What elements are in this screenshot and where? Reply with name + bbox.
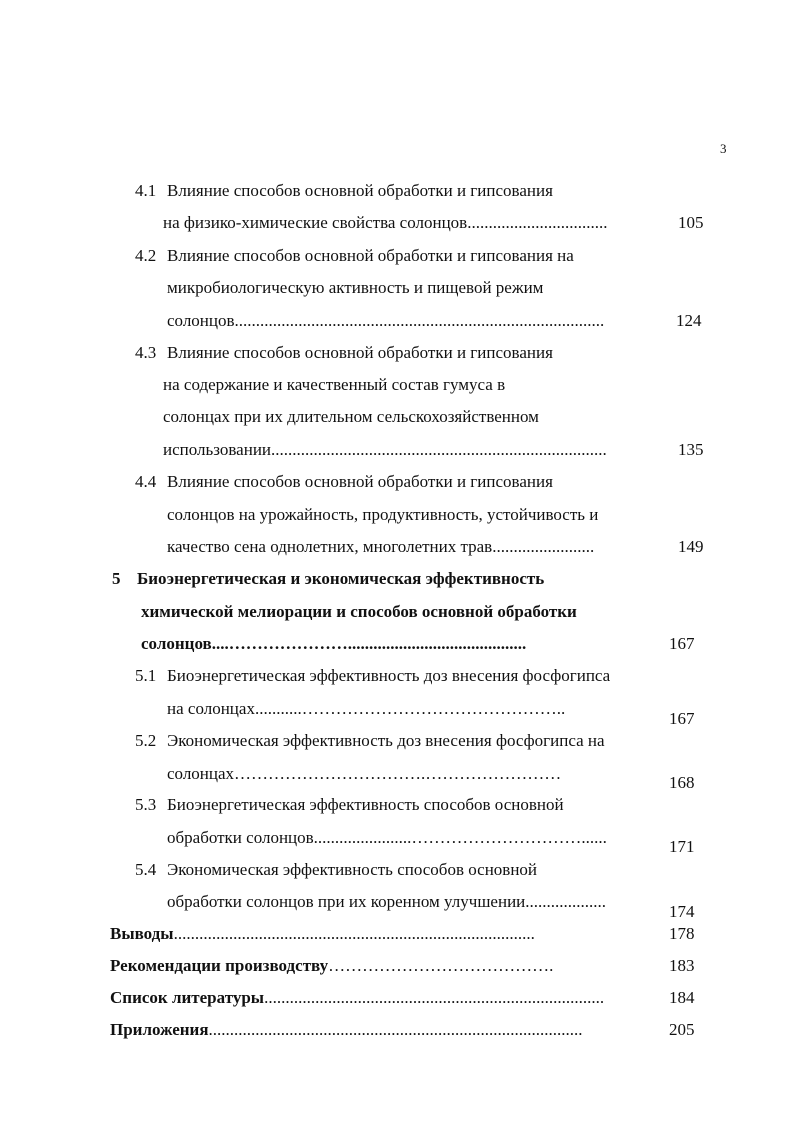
entry-title: Список литературы bbox=[110, 988, 265, 1007]
entry-title-line: Биоэнергетическая эффективность доз внесения фосфогипса bbox=[167, 666, 611, 685]
entry-title-line: микробиологическую активность и пищевой режим bbox=[167, 278, 544, 297]
entry-title-line: Экономическая эффективность способов основной bbox=[167, 860, 538, 879]
entry-title-line: на содержание и качественный состав гумуса в bbox=[163, 375, 506, 394]
section-number: 4.4 bbox=[135, 472, 157, 491]
dot-leader: …………………………………. bbox=[328, 956, 554, 975]
entry-title-line: Влияние способов основной обработки и гипсования bbox=[167, 343, 553, 362]
entry-title-line: химической мелиорации и способов основной обработки bbox=[141, 602, 577, 621]
entry-title-line: солонцах…………………………….…………………… bbox=[167, 764, 562, 783]
entry-title: Выводы bbox=[110, 924, 174, 943]
page-ref: 135 bbox=[678, 440, 704, 459]
toc-entry-appendices bbox=[110, 1019, 583, 1041]
toc-entry-conclusions bbox=[110, 923, 535, 945]
page-ref: 178 bbox=[669, 924, 695, 943]
section-number: 5.1 bbox=[135, 666, 157, 685]
page-number: 3 bbox=[720, 141, 727, 156]
section-number: 5 bbox=[112, 569, 121, 588]
entry-title-line: Влияние способов основной обработки и гипсования bbox=[167, 181, 553, 200]
entry-title: Приложения bbox=[110, 1020, 209, 1039]
entry-title-line: Биоэнергетическая и экономическая эффективность bbox=[137, 569, 545, 588]
page-ref: 167 bbox=[669, 634, 695, 653]
page-ref: 171 bbox=[669, 837, 695, 856]
entry-title-line: солонцов....………………….......................................... bbox=[141, 634, 527, 653]
entry-title-line: Влияние способов основной обработки и гипсования на bbox=[167, 246, 574, 265]
entry-title-line: солонцов....................................................................................... bbox=[167, 311, 605, 330]
entry-title-line: Биоэнергетическая эффективность способов основной bbox=[167, 795, 564, 814]
section-number: 4.1 bbox=[135, 181, 157, 200]
page-ref: 174 bbox=[669, 902, 695, 921]
section-number: 5.3 bbox=[135, 795, 157, 814]
page-ref: 205 bbox=[669, 1020, 695, 1039]
page-ref: 105 bbox=[678, 213, 704, 232]
entry-title-line: Экономическая эффективность доз внесения фосфогипса на bbox=[167, 731, 605, 750]
dot-leader: ........................................................................................ bbox=[208, 1020, 583, 1039]
section-number: 4.2 bbox=[135, 246, 157, 265]
entry-title-line: использовании............................................................................... bbox=[163, 440, 607, 459]
section-number: 4.3 bbox=[135, 343, 157, 362]
entry-title-line: обработки солонцов.......................…………………………...... bbox=[167, 828, 607, 847]
toc-entry-recommendations bbox=[110, 955, 553, 977]
page-ref: 168 bbox=[669, 773, 695, 792]
section-number: 5.4 bbox=[135, 860, 157, 879]
page-ref: 183 bbox=[669, 956, 695, 975]
dot-leader: ..................................................................................... bbox=[173, 924, 535, 943]
entry-title-line: на физико-химические свойства солонцов................................. bbox=[163, 213, 608, 232]
entry-title-line: обработки солонцов при их коренном улучшении................... bbox=[167, 892, 607, 911]
entry-title-line: солонцах при их длительном сельскохозяйственном bbox=[163, 407, 539, 426]
dot-leader: ................................................................................ bbox=[264, 988, 605, 1007]
section-number: 5.2 bbox=[135, 731, 157, 750]
toc-entry-references bbox=[110, 987, 604, 1009]
entry-title-line: качество сена однолетних, многолетних трав........................ bbox=[167, 537, 595, 556]
entry-title: Рекомендации производству bbox=[110, 956, 329, 975]
entry-title-line: солонцов на урожайность, продуктивность, устойчивость и bbox=[167, 505, 599, 524]
page-ref: 149 bbox=[678, 537, 704, 556]
page-ref: 124 bbox=[676, 311, 702, 330]
page-ref: 167 bbox=[669, 709, 695, 728]
entry-title-line: на солонцах...........……………………………………….. bbox=[167, 699, 566, 718]
entry-title-line: Влияние способов основной обработки и гипсования bbox=[167, 472, 553, 491]
page-ref: 184 bbox=[669, 988, 695, 1007]
